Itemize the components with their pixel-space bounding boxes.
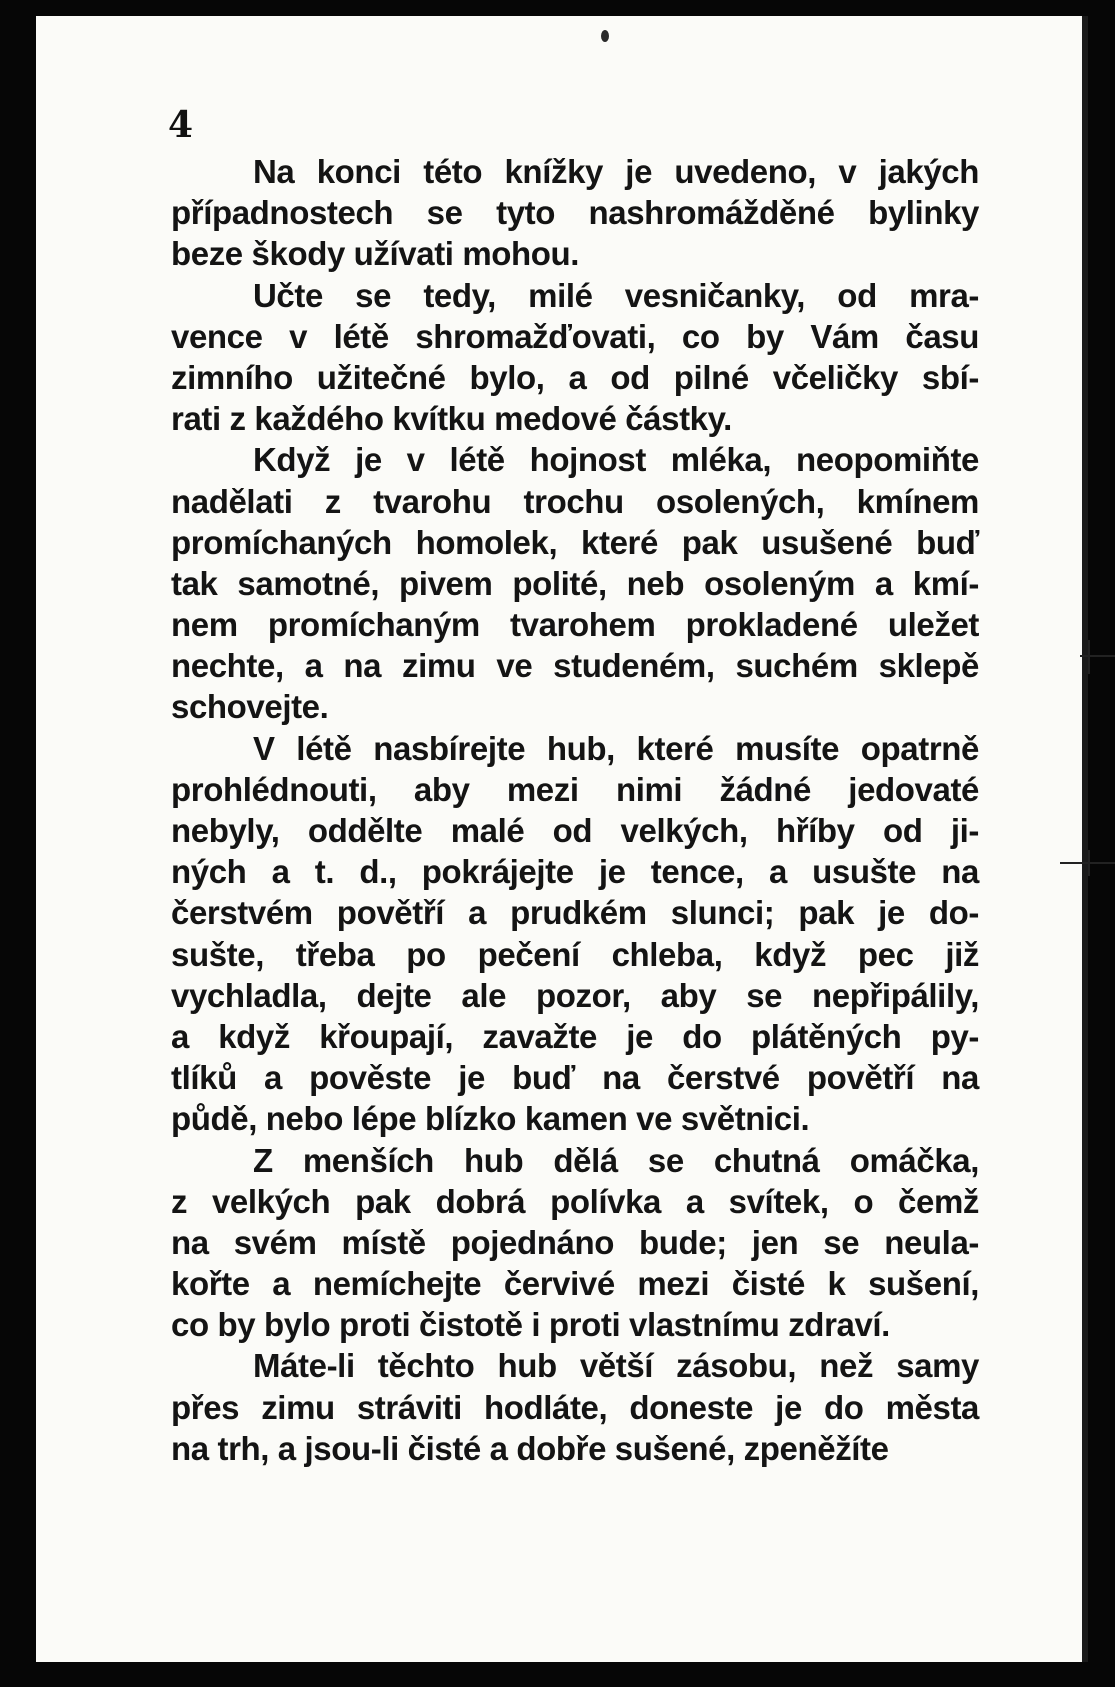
text-line: V létě nasbírejte hub, které musíte opatrně [253,729,979,767]
paragraph [171,275,979,440]
paragraph [171,728,979,1140]
text-line: rati z každého kvítku medové částky. [171,400,732,438]
text-line: a když křoupají, zavažte je do plátěných py- [171,1017,979,1055]
paragraph [171,1140,979,1346]
text-line: nadělati z tvarohu trochu osolených, kmínem [171,482,979,520]
text-line: přes zimu stráviti hodláte, doneste je do města [171,1388,979,1426]
text-line: beze škody užívati mohou. [171,235,580,273]
margin-mark [1088,850,1090,876]
text-line: sušte, třeba po pečení chleba, když pec již [171,935,979,973]
text-line: Na konci této knížky je uvedeno, v jakých [253,153,979,190]
text-line: promíchaných homolek, které pak usušené buď [171,523,979,561]
text-line: půdě, nebo lépe blízko kamen ve světnici. [171,1100,810,1138]
text-line: vence v létě shromažďovati, co by Vám času [171,317,979,355]
text-line: čerstvém povětří a prudkém slunci; pak je do- [171,894,979,932]
text-line: Z menších hub dělá se chutná omáčka, [253,1141,979,1179]
text-line: případnostech se tyto nashromážděné bylinky [171,194,979,232]
ink-speck [601,30,609,42]
text-line: tlíků a pověste je buď na čerstvé povětří na [171,1059,979,1097]
text-line: co by bylo proti čistotě i proti vlastnímu zdraví. [171,1306,890,1344]
text-line: tak samotné, pivem polité, neb osoleným a kmí- [171,564,979,602]
text-line: zimního užitečné bylo, a od pilné včeličky sbí- [171,358,979,396]
text-line: nechte, a na zimu ve studeném, suchém sklepě [171,647,979,685]
text-line: vychladla, dejte ale pozor, aby se nepřipálily, [171,976,979,1014]
page-text [171,151,979,1469]
margin-mark [1088,640,1090,674]
paragraph [171,439,979,727]
text-line: prohlédnouti, aby mezi nimi žádné jedovaté [171,770,979,808]
text-line: na trh, a jsou-li čisté a dobře sušené, zpeněžíte [171,1429,889,1467]
text-line: kořte a nemíchejte červivé mezi čisté k sušení, [171,1265,979,1303]
text-line: Když je v létě hojnost mléka, neopomiňte [253,441,979,479]
paragraph [171,1345,979,1469]
text-line: nem promíchaným tvarohem prokladené uležet [171,606,979,644]
text-line: Máte-li těchto hub větší zásobu, než samy [253,1347,979,1385]
text-line: nebyly, oddělte malé od velkých, hříby od ji- [171,812,979,849]
paragraph [171,151,979,275]
text-line: schovejte. [171,688,329,726]
text-line: Učte se tedy, milé vesničanky, od mra- [253,276,979,314]
text-line: na svém místě pojednáno bude; jen se neula- [171,1223,979,1261]
page-number: 4 [168,104,194,146]
book-page [36,16,1088,1662]
margin-mark [1080,655,1115,657]
text-line: z velkých pak dobrá polívka a svítek, o čemž [171,1182,979,1220]
text-line: ných a t. d., pokrájejte je tence, a usušte na [171,853,979,891]
